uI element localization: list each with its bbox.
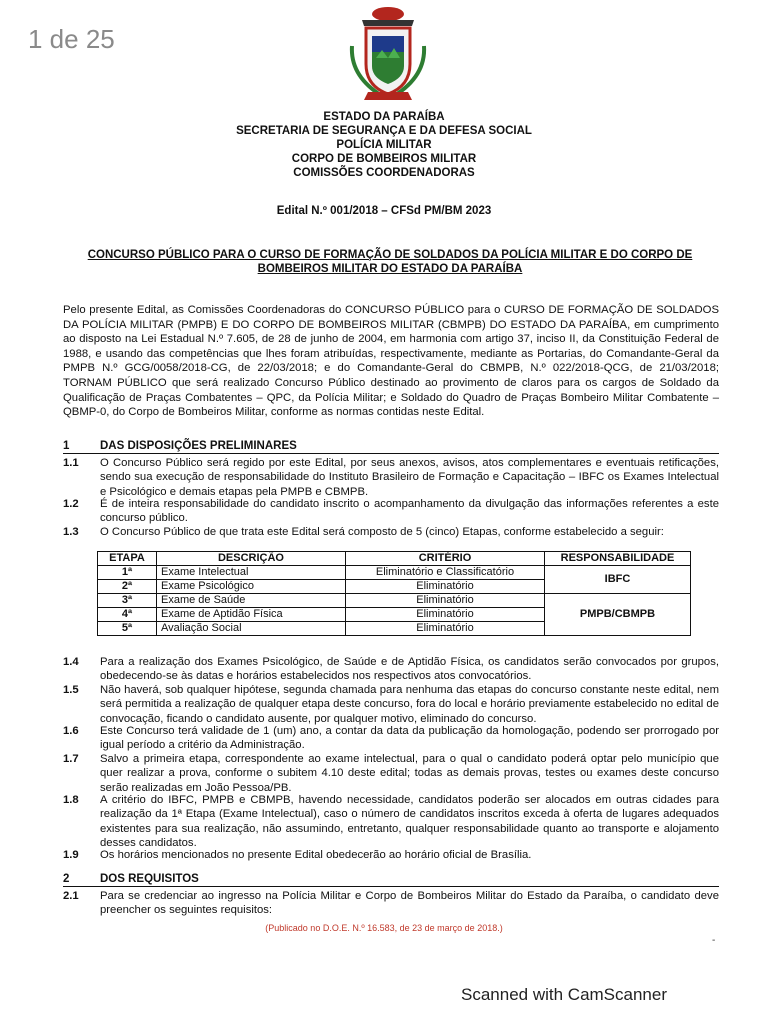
list-item [63,456,719,499]
header-line: ESTADO DA PARAÍBA [323,111,445,123]
item-number: 1.6 [63,725,79,737]
header-line: COMISSÕES COORDENADORAS [293,167,475,179]
list-item [63,655,719,684]
item-number: 2.1 [63,890,79,902]
item-text: O Concurso Público de que trata este Edital será composto de 5 (cinco) Etapas, conforme estabelecido a seguir: [100,526,664,538]
list-item [63,752,719,795]
document-header [0,110,768,180]
item-number: 1.1 [63,457,79,469]
page-counter: 1 de 25 [28,24,115,54]
list-item [63,683,719,726]
list-item [63,497,719,526]
list-item [63,889,719,918]
cell-etapa: 5ª [98,622,157,636]
item-text: Para a realização dos Exames Psicológico, de Saúde e de Aptidão Física, os candidatos serão convocados por grupos, obedecendo-se às datas e horários estabelecidos nos respectivos atos convocatórios. [100,656,719,683]
cell-responsabilidade: PMPB/CBMPB [545,594,691,636]
section-title: DOS REQUISITOS [100,873,199,885]
item-text: Não haverá, sob qualquer hipótese, segunda chamada para nenhuma das etapas do concurso constante neste edital, nem será permitida a realização de qualquer etapa deste concurso, fora do local e horário previamente estabelecido no edital de convocação, ficando o candidato ausente, por qualquer motivo, eliminado do concurso. [100,684,719,725]
cell-descricao: Exame Psicológico [157,580,346,594]
header-line: SECRETARIA DE SEGURANÇA E DA DEFESA SOCIAL [236,125,532,137]
list-item [63,848,719,862]
section-heading [63,873,719,887]
cell-etapa: 4ª [98,608,157,622]
cell-responsabilidade: IBFC [545,566,691,594]
cell-descricao: Exame Intelectual [157,566,346,580]
header-line: CORPO DE BOMBEIROS MILITAR [291,153,477,165]
cell-descricao: Avaliação Social [157,622,346,636]
document-title: CONCURSO PÚBLICO PARA O CURSO DE FORMAÇÃO DE SOLDADOS DA POLÍCIA MILITAR E DO CORPO DE BOMBEIROS MILITAR DO ESTADO DA PARAÍBA [87,249,693,275]
item-text: Para se credenciar ao ingresso na Polícia Militar e Corpo de Bombeiros Militar do Estado da Paraíba, o candidato deve preencher os seguintes requisitos: [100,890,719,917]
item-text: Este Concurso terá validade de 1 (um) ano, a contar da data da publicação da homologação, podendo ser prorrogado por igual período a critério da Administração. [100,725,719,752]
column-header: ETAPA [98,552,157,566]
list-item [63,724,719,753]
column-header: RESPONSABILIDADE [545,552,691,566]
section-title: DAS DISPOSIÇÕES PRELIMINARES [100,440,297,452]
list-item [63,525,719,539]
cell-criterio: Eliminatório [346,608,545,622]
column-header: CRITÉRIO [346,552,545,566]
publication-note: (Publicado no D.O.E. N.º 16.583, de 23 de março de 2018.) [265,923,503,933]
item-text: Os horários mencionados no presente Edital obedecerão ao horário oficial de Brasília. [100,849,532,861]
header-line: POLÍCIA MILITAR [336,139,432,151]
stages-table [97,551,691,636]
coat-of-arms-icon [342,6,434,106]
cell-etapa: 2ª [98,580,157,594]
item-number: 1.7 [63,753,79,765]
item-number: 1.8 [63,794,79,806]
table-header-row [98,552,691,566]
section-number: 2 [63,873,70,885]
section-heading [63,440,719,454]
intro-paragraph: Pelo presente Edital, as Comissões Coordenadoras do CONCURSO PÚBLICO para o CURSO DE FORMAÇÃO DE SOLDADOS DA POLÍCIA MILITAR (PMPB) E DO CORPO DE BOMBEIROS MILITAR (CBMPB) DO ESTADO DA PARAÍBA, em cumprimento ao disposto na Lei Estadual N.º 7.605, de 28 de junho de 2004, em harmonia com artigo 37, inciso II, da Constituição Federal de 1988, e usando das competências que lhes foram atribuídas, respectivamente, mediante as Portarias, do Comandante-Geral da PMPB N.º GCG/0058/2018-CG, de 22/03/2018; e do Comandante-Geral do CBMPB, N.º 022/2018-QCG, de 21/03/2018; TORNAM PÚBLICO que será realizado Concurso Público destinado ao provimento de claros para os cargos de Soldado da Qualificação de Praças Combatentes – QPC, da Polícia Militar; e Soldado do Quadro de Praças Bombeiro Militar Combatente – QBMP-0, do Corpo de Bombeiros Militar, conforme as normas contidas neste Edital. [63,304,719,419]
item-number: 1.2 [63,498,79,510]
table-row [98,566,691,580]
cell-criterio: Eliminatório [346,622,545,636]
item-text: A critério do IBFC, PMPB e CBMPB, havendo necessidade, candidatos poderão ser alocados em outras cidades para realização da 1ª Etapa (Exame Intelectual), caso o número de candidatos inscritos exceda à oferta de lugares adequados existentes para sua realização, não assumindo, entretanto, qualquer responsabilidade quanto ao transporte e alojamento desses candidatos. [100,794,719,850]
item-text: O Concurso Público será regido por este Edital, por seus anexos, avisos, atos complementares e eventuais retificações, sendo sua execução de responsabilidade do Instituto Brasileiro de Formação e Capacitação – IBFC os Exames Intelectual e Psicológico e demais etapas pela PMPB e CBMPB. [100,457,719,498]
cell-criterio: Eliminatório e Classificatório [346,566,545,580]
scanner-watermark: Scanned with CamScanner [461,985,668,1004]
item-number: 1.9 [63,849,79,861]
item-text: É de inteira responsabilidade do candidato inscrito o acompanhamento da divulgação das informações referentes a este concurso público. [100,498,719,525]
cell-criterio: Eliminatório [346,594,545,608]
cell-criterio: Eliminatório [346,580,545,594]
cell-etapa: 1ª [98,566,157,580]
table-row [98,594,691,608]
section-number: 1 [63,440,70,452]
edital-number: Edital N.º 001/2018 – CFSd PM/BM 2023 [276,205,492,217]
list-item [63,793,719,851]
cell-descricao: Exame de Saúde [157,594,346,608]
item-number: 1.5 [63,684,79,696]
item-text: Salvo a primeira etapa, correspondente ao exame intelectual, para o qual o candidato poderá optar pelo município que quer realizar a prova, conforme o subitem 4.10 deste edital; todas as demais provas, testes ou exames deste concurso serão realizadas em João Pessoa/PB. [100,753,719,794]
column-header: DESCRIÇÃO [157,552,346,566]
cell-etapa: 3ª [98,594,157,608]
item-number: 1.3 [63,526,79,538]
item-number: 1.4 [63,656,79,668]
cell-descricao: Exame de Aptidão Física [157,608,346,622]
page-mark: - [712,935,716,946]
